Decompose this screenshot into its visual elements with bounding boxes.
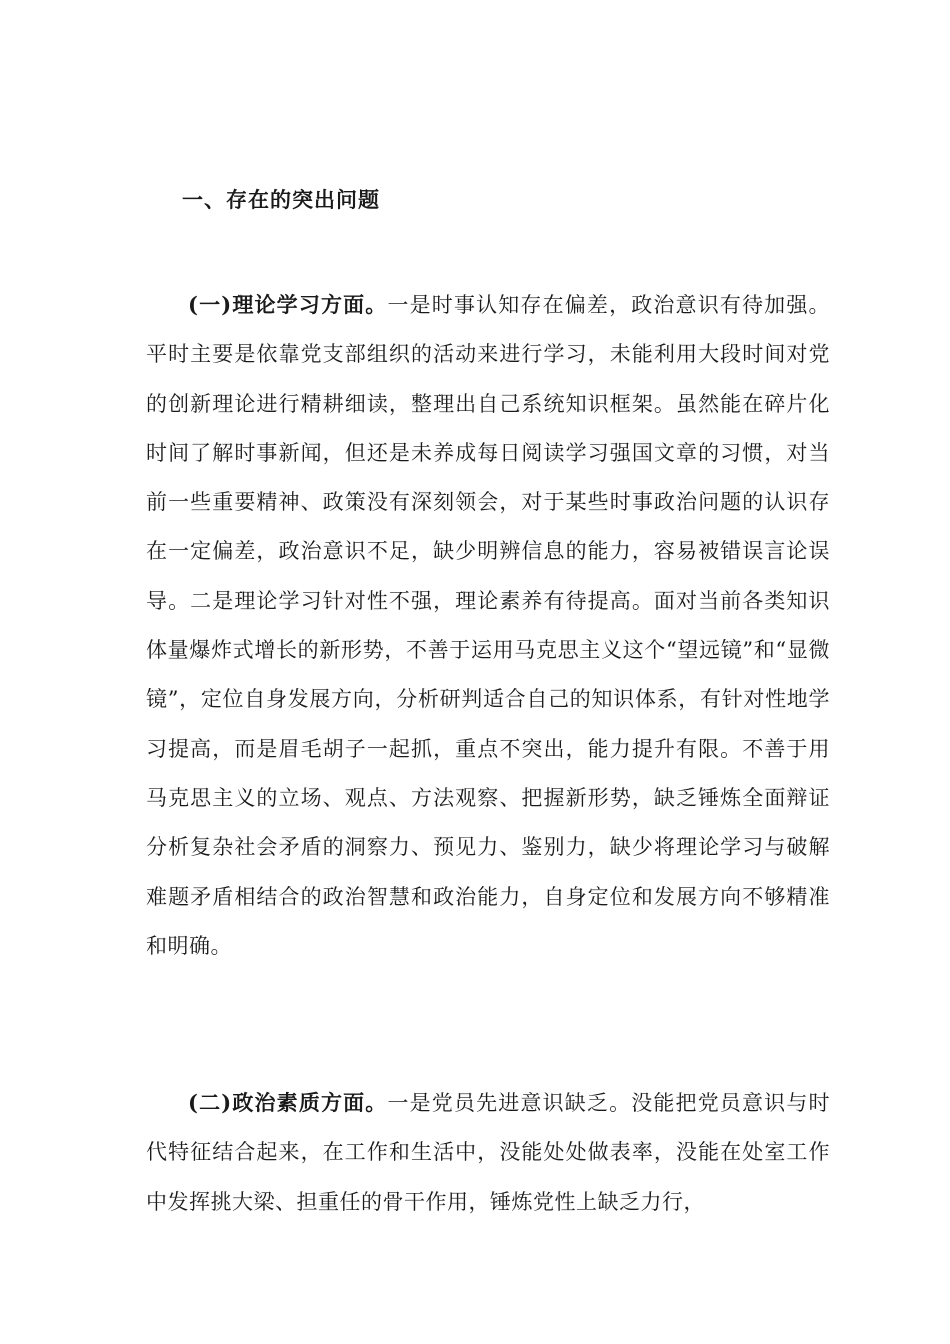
paragraph-body: 一是党员先进意识缺乏。没能把党员意识与时代特征结合起来，在工作和生活中，没能处处做表率，没能在处室工作中发挥挑大梁、担重任的骨干作用，锤炼党性上缺乏力行， <box>146 1091 830 1214</box>
paragraph-lead: (一)理论学习方面。 <box>188 292 388 317</box>
paragraph-theory-study <box>146 280 830 971</box>
paragraph-lead: (二)政治素质方面。 <box>188 1090 388 1115</box>
section-heading: 一、存在的突出问题 <box>182 187 380 212</box>
paragraph-political-quality <box>146 1078 830 1227</box>
paragraph-body: 一是时事认知存在偏差，政治意识有待加强。平时主要是依靠党支部组织的活动来进行学习，未能利用大段时间对党的创新理论进行精耕细读，整理出自己系统知识框架。虽然能在碎片化时间了解时事新闻，但还是未养成每日阅读学习强国文章的习惯，对当前一些重要精神、政策没有深刻领会，对于某些时事政治问题的认识存在一定偏差，政治意识不足，缺少明辨信息的能力，容易被错误言论误导。二是理论学习针对性不强，理论素养有待提高。面对当前各类知识体量爆炸式增长的新形势，不善于运用马克思主义这个“望远镜”和“显微镜”，定位自身发展方向，分析研判适合自己的知识体系，有针对性地学习提高，而是眉毛胡子一起抓，重点不突出，能力提升有限。不善于用马克思主义的立场、观点、方法观察、把握新形势，缺乏锤炼全面辩证分析复杂社会矛盾的洞察力、预见力、鉴别力，缺少将理论学习与破解难题矛盾相结合的政治智慧和政治能力，自身定位和发展方向不够精准和明确。 <box>146 293 830 958</box>
